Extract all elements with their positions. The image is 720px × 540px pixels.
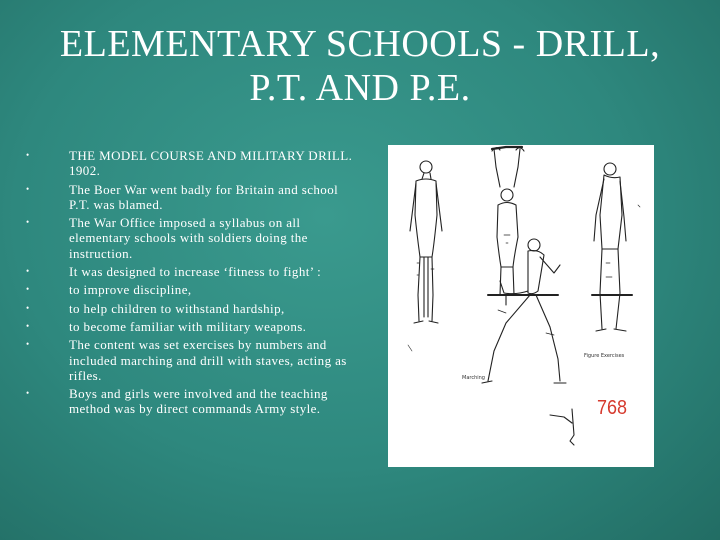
slide-title <box>20 22 700 110</box>
bullet-icon: • <box>26 183 30 194</box>
plate-number: 768 <box>597 395 628 419</box>
bullet-text: The content was set exercises by numbers and included marching and drill with staves, acting as rifles. <box>69 337 347 383</box>
bullet-item <box>26 215 356 261</box>
bullet-text: It was designed to increase ‘fitness to fight’ : <box>69 264 322 280</box>
bullet-item <box>26 264 356 279</box>
bullet-item <box>26 301 356 316</box>
bullet-item <box>26 386 356 417</box>
bullet-text: to become familiar with military weapons. <box>69 318 307 334</box>
bullet-list <box>26 148 356 420</box>
bullet-icon: • <box>26 284 30 295</box>
bullet-icon: • <box>26 266 30 277</box>
standing-figure-left <box>410 161 442 323</box>
drill-illustration <box>388 145 654 467</box>
standing-figure-right <box>592 163 632 331</box>
bullet-text: The Boer War went badly for Britain and school P.T. was blamed. <box>69 181 339 212</box>
bullet-icon: • <box>26 388 30 399</box>
title-line-1: ELEMENTARY SCHOOLS - DRILL, <box>59 23 661 65</box>
bullet-text: to help children to withstand hardship, <box>69 300 285 316</box>
bullet-text: THE MODEL COURSE AND MILITARY DRILL. 1902. <box>69 148 353 179</box>
bullet-icon: • <box>26 217 30 228</box>
bullet-item <box>26 337 356 383</box>
bullet-item <box>26 182 356 213</box>
caption-left: Marching <box>462 375 485 381</box>
bullet-text: Boys and girls were involved and the teaching method was by direct commands Army style. <box>69 386 328 417</box>
bullet-icon: • <box>26 302 30 313</box>
title-line-2: P.T. AND P.E. <box>249 67 471 109</box>
lunging-figure <box>482 239 566 383</box>
caption-right: Figure Exercises <box>584 353 625 359</box>
bullet-item <box>26 148 356 179</box>
bullet-icon: • <box>26 339 30 350</box>
bullet-text: The War Office imposed a syllabus on all elementary schools with soldiers doing the instruction. <box>69 215 308 261</box>
bullet-text: to improve discipline, <box>69 282 192 298</box>
bullet-icon: • <box>26 320 30 331</box>
leg-sketch <box>550 409 574 445</box>
arms-raised-figure <box>492 147 524 295</box>
bullet-item <box>26 319 356 334</box>
bullet-icon: • <box>26 150 30 160</box>
bullet-item <box>26 282 356 297</box>
